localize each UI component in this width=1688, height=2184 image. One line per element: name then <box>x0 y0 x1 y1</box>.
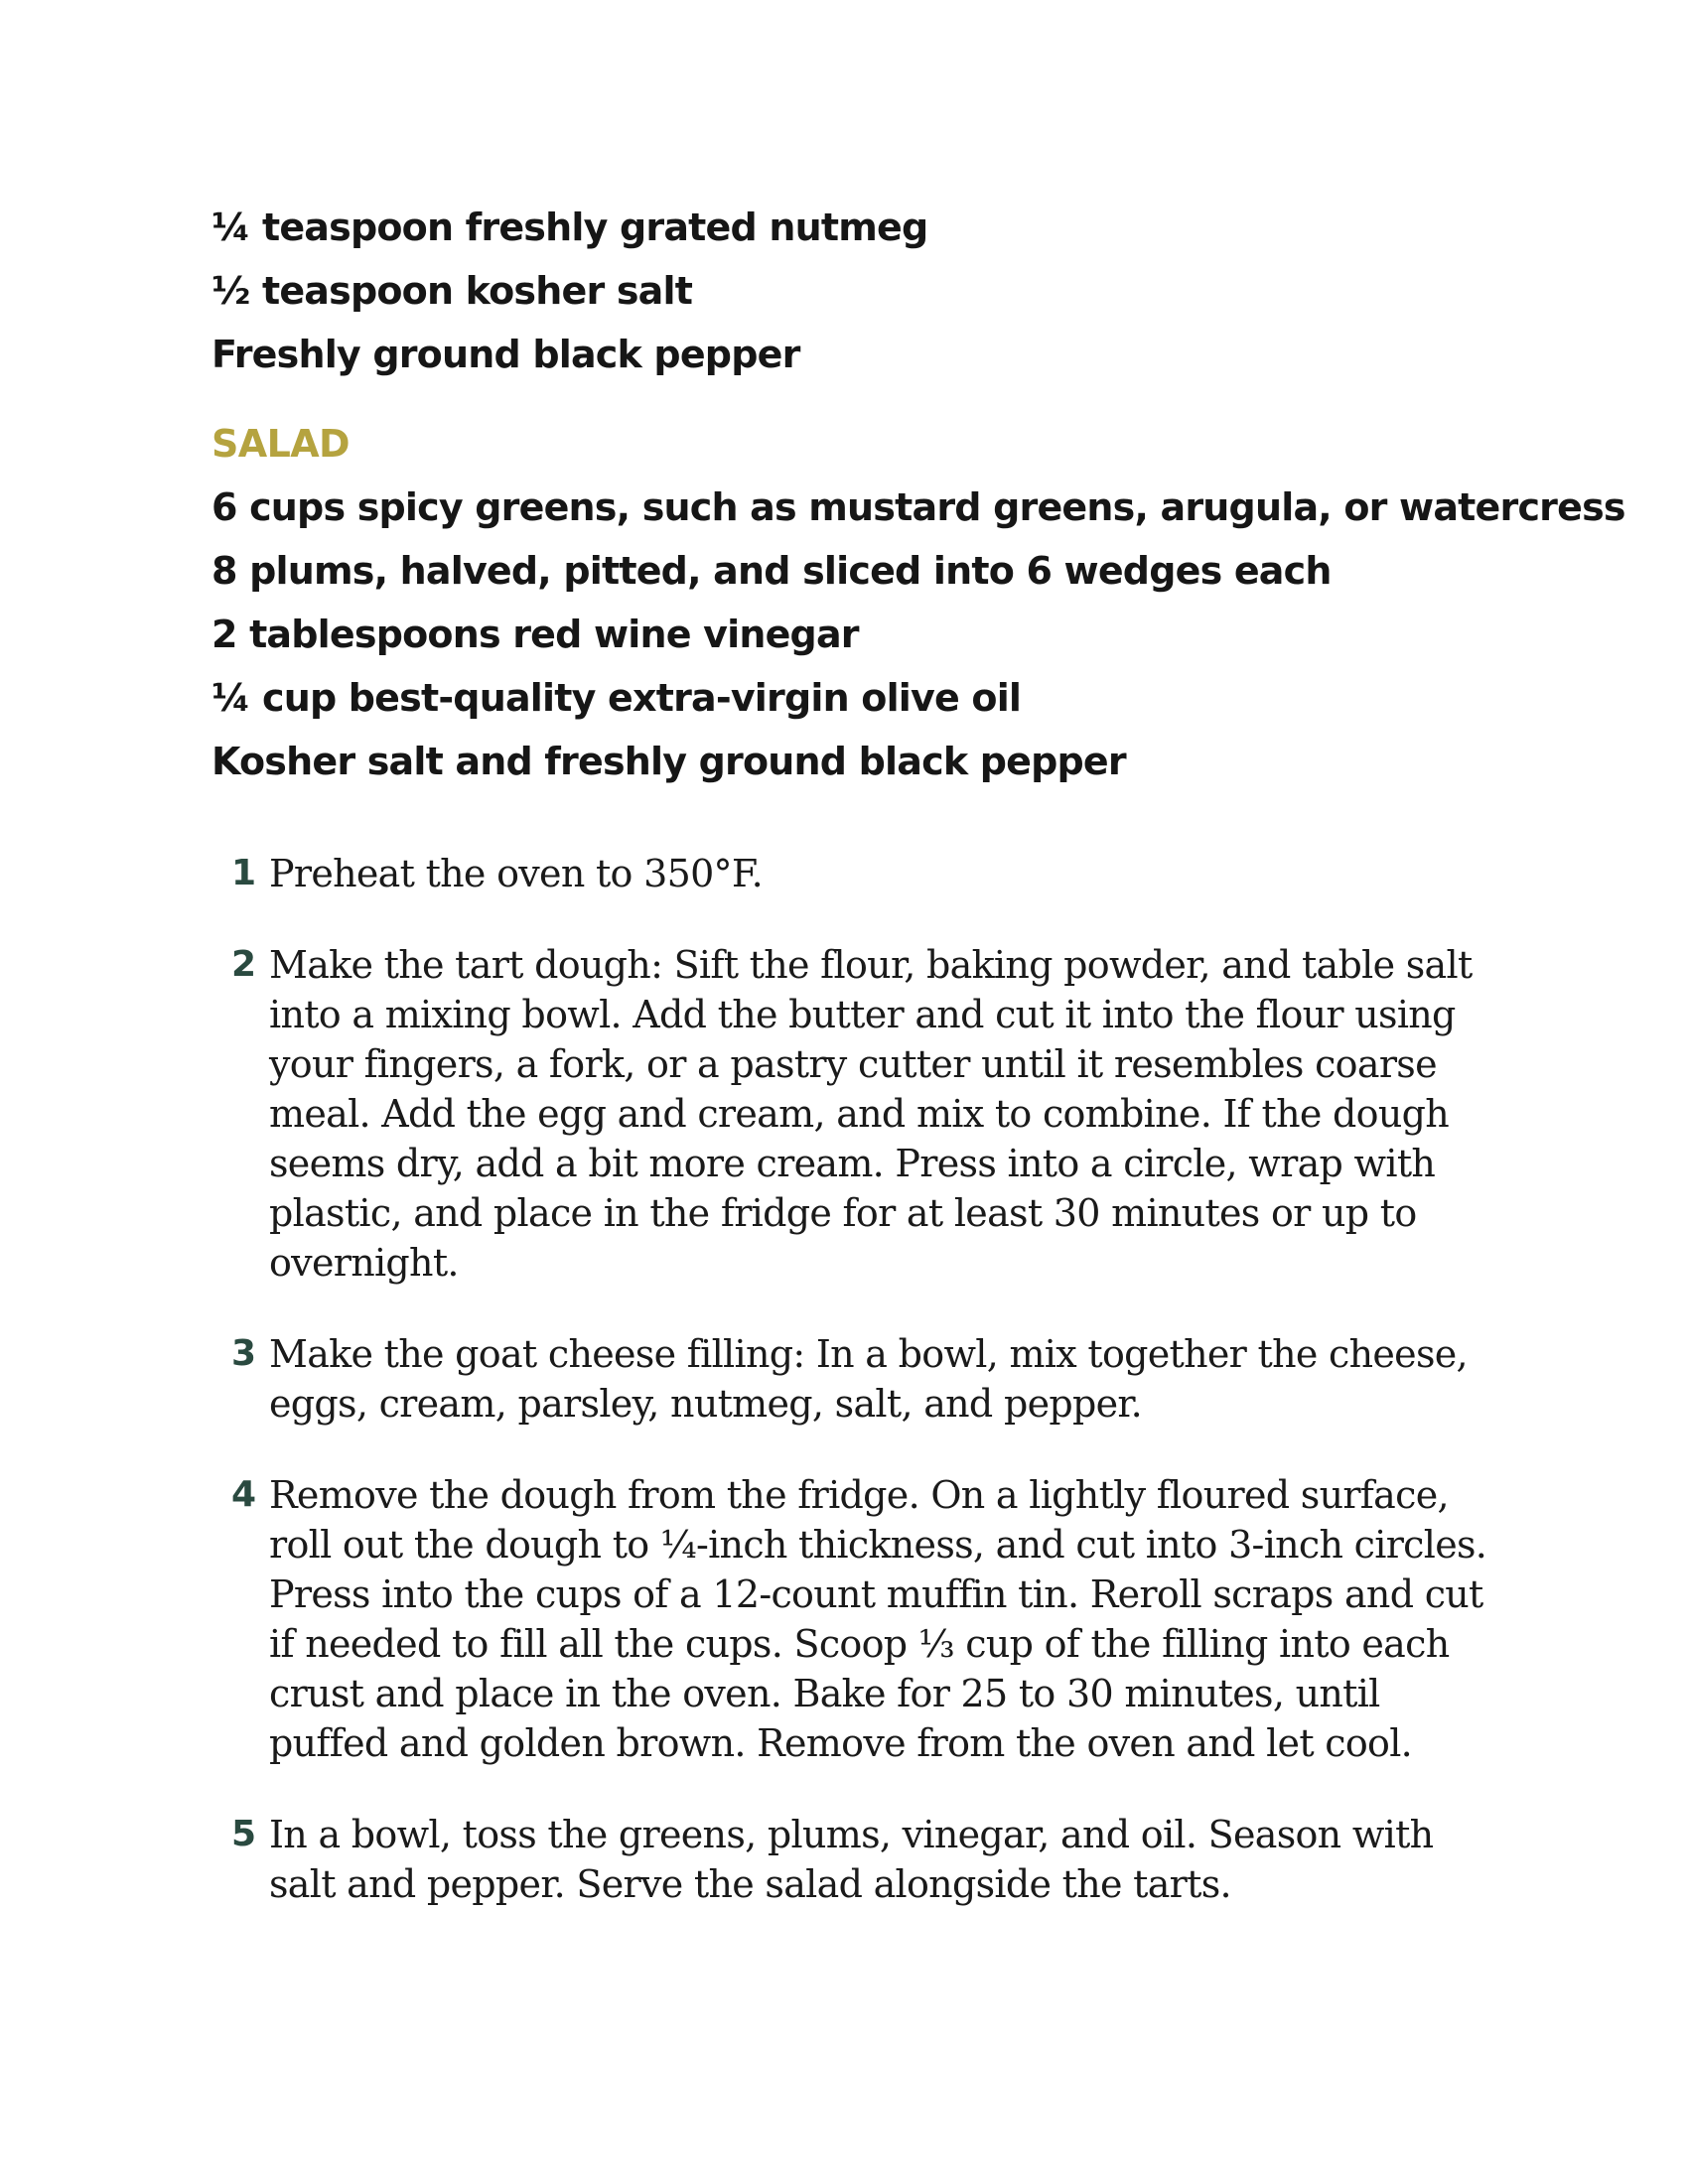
ingredient-item: 6 cups spicy greens, such as mustard greens, arugula, or watercress <box>211 485 1625 529</box>
filling-ingredients <box>211 196 1502 386</box>
ingredient-item: Kosher salt and freshly ground black pepper <box>211 740 1126 783</box>
step-text: Make the goat cheese filling: In a bowl, mix together the cheese, eggs, cream, parsley, nutmeg, salt, and pepper. <box>269 1332 1468 1426</box>
salad-ingredients <box>211 412 1625 793</box>
ingredient-item: ½ teaspoon kosher salt <box>211 269 693 313</box>
step-text: Preheat the oven to 350°F. <box>269 852 763 895</box>
method-step <box>231 849 1492 898</box>
step-text: Make the tart dough: Sift the flour, baking powder, and table salt into a mixing bowl. Add the butter and cut it into the flour using your fingers, a fork, or a pastry cutter until it resembles coarse meal. Add the egg and cream, and mix to combine. If the dough seems dry, add a bit more cream. Press into a circle, wrap with plastic, and place in the fridge for at least 30 minutes or up to overnight. <box>269 943 1473 1285</box>
method-step <box>231 1329 1492 1429</box>
step-number: 5 <box>231 1814 256 1854</box>
method-step <box>231 940 1492 1288</box>
method-steps <box>231 849 1492 1951</box>
step-number: 3 <box>231 1333 256 1374</box>
ingredient-item: ¼ teaspoon freshly grated nutmeg <box>211 205 928 249</box>
method-step <box>231 1810 1492 1909</box>
ingredient-list <box>211 196 1625 793</box>
ingredient-item: 2 tablespoons red wine vinegar <box>211 613 859 656</box>
step-number: 2 <box>231 944 256 985</box>
step-number: 1 <box>231 853 256 893</box>
step-text: In a bowl, toss the greens, plums, vinegar, and oil. Season with salt and pepper. Serve the salad alongside the tarts. <box>269 1813 1434 1906</box>
step-text: Remove the dough from the fridge. On a lightly floured surface, roll out the dough to ¼-inch thickness, and cut into 3-inch circles. Press into the cups of a 12-count muffin tin. Reroll scraps and cut if needed to fill all the cups. Scoop ⅓ cup of the filling into each crust and place in the oven. Bake for 25 to 30 minutes, until puffed and golden brown. Remove from the oven and let cool. <box>269 1473 1487 1765</box>
method-step <box>231 1470 1492 1768</box>
ingredient-item: 8 plums, halved, pitted, and sliced into 6 wedges each <box>211 549 1332 593</box>
step-number: 4 <box>231 1474 256 1515</box>
salad-heading: SALAD <box>211 422 350 466</box>
ingredient-item: Freshly ground black pepper <box>211 333 800 376</box>
ingredient-item: ¼ cup best-quality extra-virgin olive oil <box>211 676 1022 720</box>
